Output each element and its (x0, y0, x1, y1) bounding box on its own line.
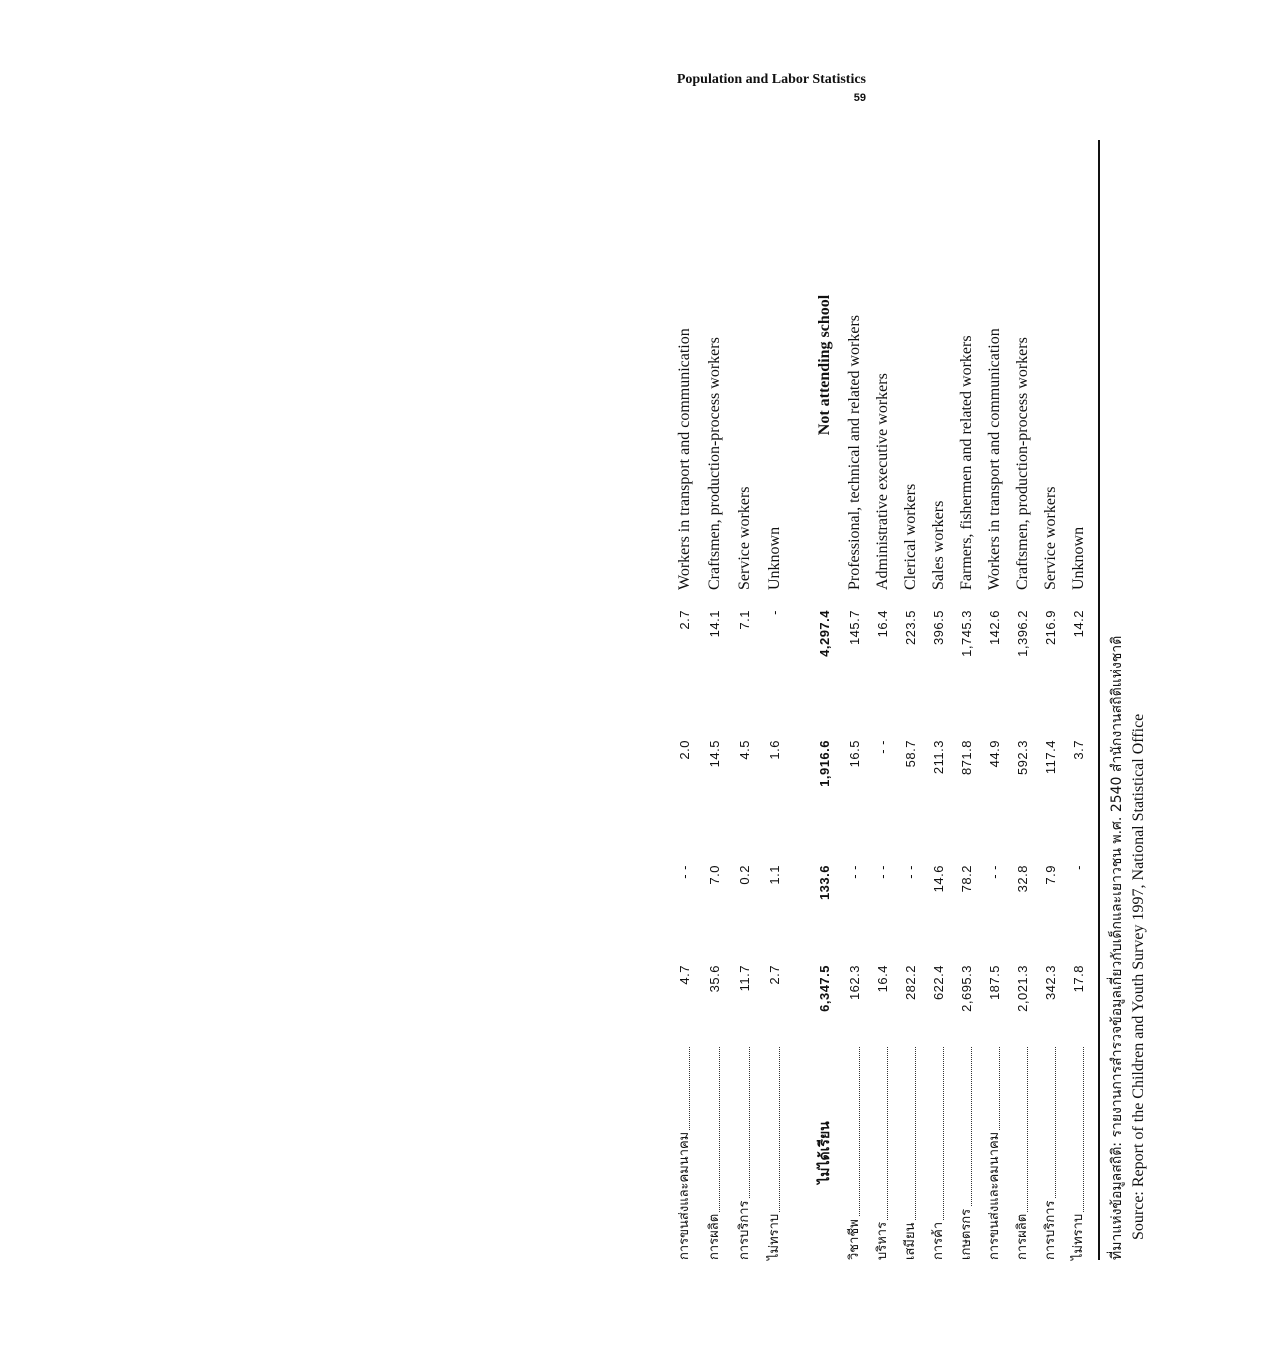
thai-label-cell: การขนส่งและคมนาคม (980, 1045, 1010, 1260)
table-bottom-rule (1098, 140, 1100, 1260)
value-cell: 16.5 (847, 740, 862, 768)
value-cell: 14.2 (1071, 610, 1086, 638)
value-cell: 142.6 (987, 610, 1002, 646)
thai-label-cell: การผลิต (700, 1045, 730, 1260)
english-label-cell: Farmers, fishermen and related workers (958, 335, 975, 590)
value-cell: - - (903, 865, 918, 879)
source-note-english: Source: Report of the Children and Youth Survey 1997, National Statistical Office (1130, 713, 1147, 1240)
value-cell: 1,745.3 (959, 610, 974, 657)
table-row (896, 140, 926, 1260)
value-cell: 117.4 (1043, 740, 1058, 775)
value-cell: 14.6 (931, 865, 946, 893)
table-row (1008, 140, 1038, 1260)
section-english-heading: Not attending school (816, 294, 833, 436)
total-cell: 2,021.3 (1015, 965, 1030, 1012)
value-cell: 3.7 (1071, 740, 1086, 760)
value-cell: 44.9 (987, 740, 1002, 768)
total-cell: 342.3 (1043, 965, 1058, 1001)
value-cell: - - (677, 865, 692, 879)
value-cell: - (767, 610, 782, 615)
english-label-cell: Craftsmen, production-process workers (1014, 337, 1031, 590)
value-cell: 1,396.2 (1015, 610, 1030, 657)
thai-label-cell: การค้า (924, 1045, 954, 1260)
value-cell: 7.9 (1043, 865, 1058, 885)
running-title: Population and Labor Statistics (676, 72, 866, 87)
english-label-cell: Workers in transport and communication (986, 328, 1003, 590)
value-cell: 1.6 (767, 740, 782, 760)
total-cell: 16.4 (875, 965, 890, 993)
value-cell: - - (875, 740, 890, 754)
value-cell: 78.2 (959, 865, 974, 893)
thai-label-cell: บริหาร (868, 1045, 898, 1260)
value-cell: 2.7 (677, 610, 692, 630)
table-row (924, 140, 954, 1260)
total-cell: 162.3 (847, 965, 862, 1001)
english-label-cell: Service workers (736, 486, 753, 590)
value-cell: 32.8 (1015, 865, 1030, 893)
thai-label-cell: ไม่ทราบ (1064, 1045, 1094, 1260)
value-cell: 396.5 (931, 610, 946, 646)
english-label-cell: Service workers (1042, 486, 1059, 590)
value-cell: 0.2 (737, 865, 752, 885)
english-label-cell: Administrative executive workers (874, 373, 891, 590)
value-cell: 58.7 (903, 740, 918, 768)
value-cell: - (1071, 865, 1086, 870)
section-total: 6,347.5 (817, 965, 832, 1012)
table-row (868, 140, 898, 1260)
table-row (980, 140, 1010, 1260)
value-cell: 2.0 (677, 740, 692, 760)
english-label-cell: Unknown (766, 526, 783, 590)
total-cell: 187.5 (987, 965, 1002, 1001)
thai-label-cell: วิชาชีพ (840, 1045, 870, 1260)
value-cell: 7.0 (707, 865, 722, 885)
value-cell: 4.5 (737, 740, 752, 760)
thai-label-cell: การผลิต (1008, 1045, 1038, 1260)
english-label-cell: Unknown (1070, 526, 1087, 590)
thai-label-cell: การขนส่งและคมนาคม (670, 1045, 700, 1260)
value-cell: 223.5 (903, 610, 918, 646)
table-row (1036, 140, 1066, 1260)
section-value: 1,916.6 (817, 740, 832, 787)
value-cell: 14.1 (707, 610, 722, 638)
section-thai-heading: ไม่ได้เรียน (817, 1121, 833, 1184)
total-cell: 2.7 (767, 965, 782, 985)
total-cell: 17.8 (1071, 965, 1086, 993)
total-cell: 622.4 (931, 965, 946, 1001)
value-cell: 216.9 (1043, 610, 1058, 646)
thai-label-cell: เสมียน (896, 1045, 926, 1260)
total-cell: 2,695.3 (959, 965, 974, 1012)
table-row (1064, 140, 1094, 1260)
table-row (730, 140, 760, 1260)
english-label-cell: Clerical workers (902, 483, 919, 590)
value-cell: 16.4 (875, 610, 890, 638)
total-cell: 4.7 (677, 965, 692, 985)
english-label-cell: Craftsmen, production-process workers (706, 337, 723, 590)
english-label-cell: Professional, technical and related workers (846, 314, 863, 590)
total-cell: 35.6 (707, 965, 722, 993)
english-label-cell: Sales workers (930, 500, 947, 590)
value-cell: - - (847, 865, 862, 879)
table-row (952, 140, 982, 1260)
value-cell: 14.5 (707, 740, 722, 768)
table-row (700, 140, 730, 1260)
page-header (677, 72, 866, 104)
table-row (760, 140, 790, 1260)
section-header-row (810, 140, 840, 1260)
thai-label-cell: เกษตรกร (952, 1045, 982, 1260)
thai-label-cell: การบริการ (1036, 1045, 1066, 1260)
section-value: 133.6 (817, 865, 832, 901)
thai-label-cell: ไม่ทราบ (760, 1045, 790, 1260)
page-number: 59 (853, 92, 866, 104)
english-label-cell: Workers in transport and communication (676, 328, 693, 590)
value-cell: 871.8 (959, 740, 974, 776)
value-cell: 1.1 (767, 865, 782, 885)
value-cell: 211.3 (931, 740, 946, 775)
thai-label-cell: การบริการ (730, 1045, 760, 1260)
table-row (670, 140, 700, 1260)
source-note-thai: ที่มาแห่งข้อมูลสถิติ: รายงานการสำรวจข้อมูลเกี่ยวกับเด็กและเยาวชน พ.ศ. 2540 สำนักงานสถิติแห่งชาติ (1109, 635, 1125, 1260)
total-cell: 282.2 (903, 965, 918, 1001)
rotated-table (670, 140, 1270, 1260)
value-cell: 592.3 (1015, 740, 1030, 776)
value-cell: 7.1 (737, 610, 752, 630)
value-cell: - - (875, 865, 890, 879)
section-value: 4,297.4 (817, 610, 832, 657)
total-cell: 11.7 (737, 965, 752, 992)
table-row (840, 140, 870, 1260)
value-cell: 145.7 (847, 610, 862, 646)
value-cell: - - (987, 865, 1002, 879)
